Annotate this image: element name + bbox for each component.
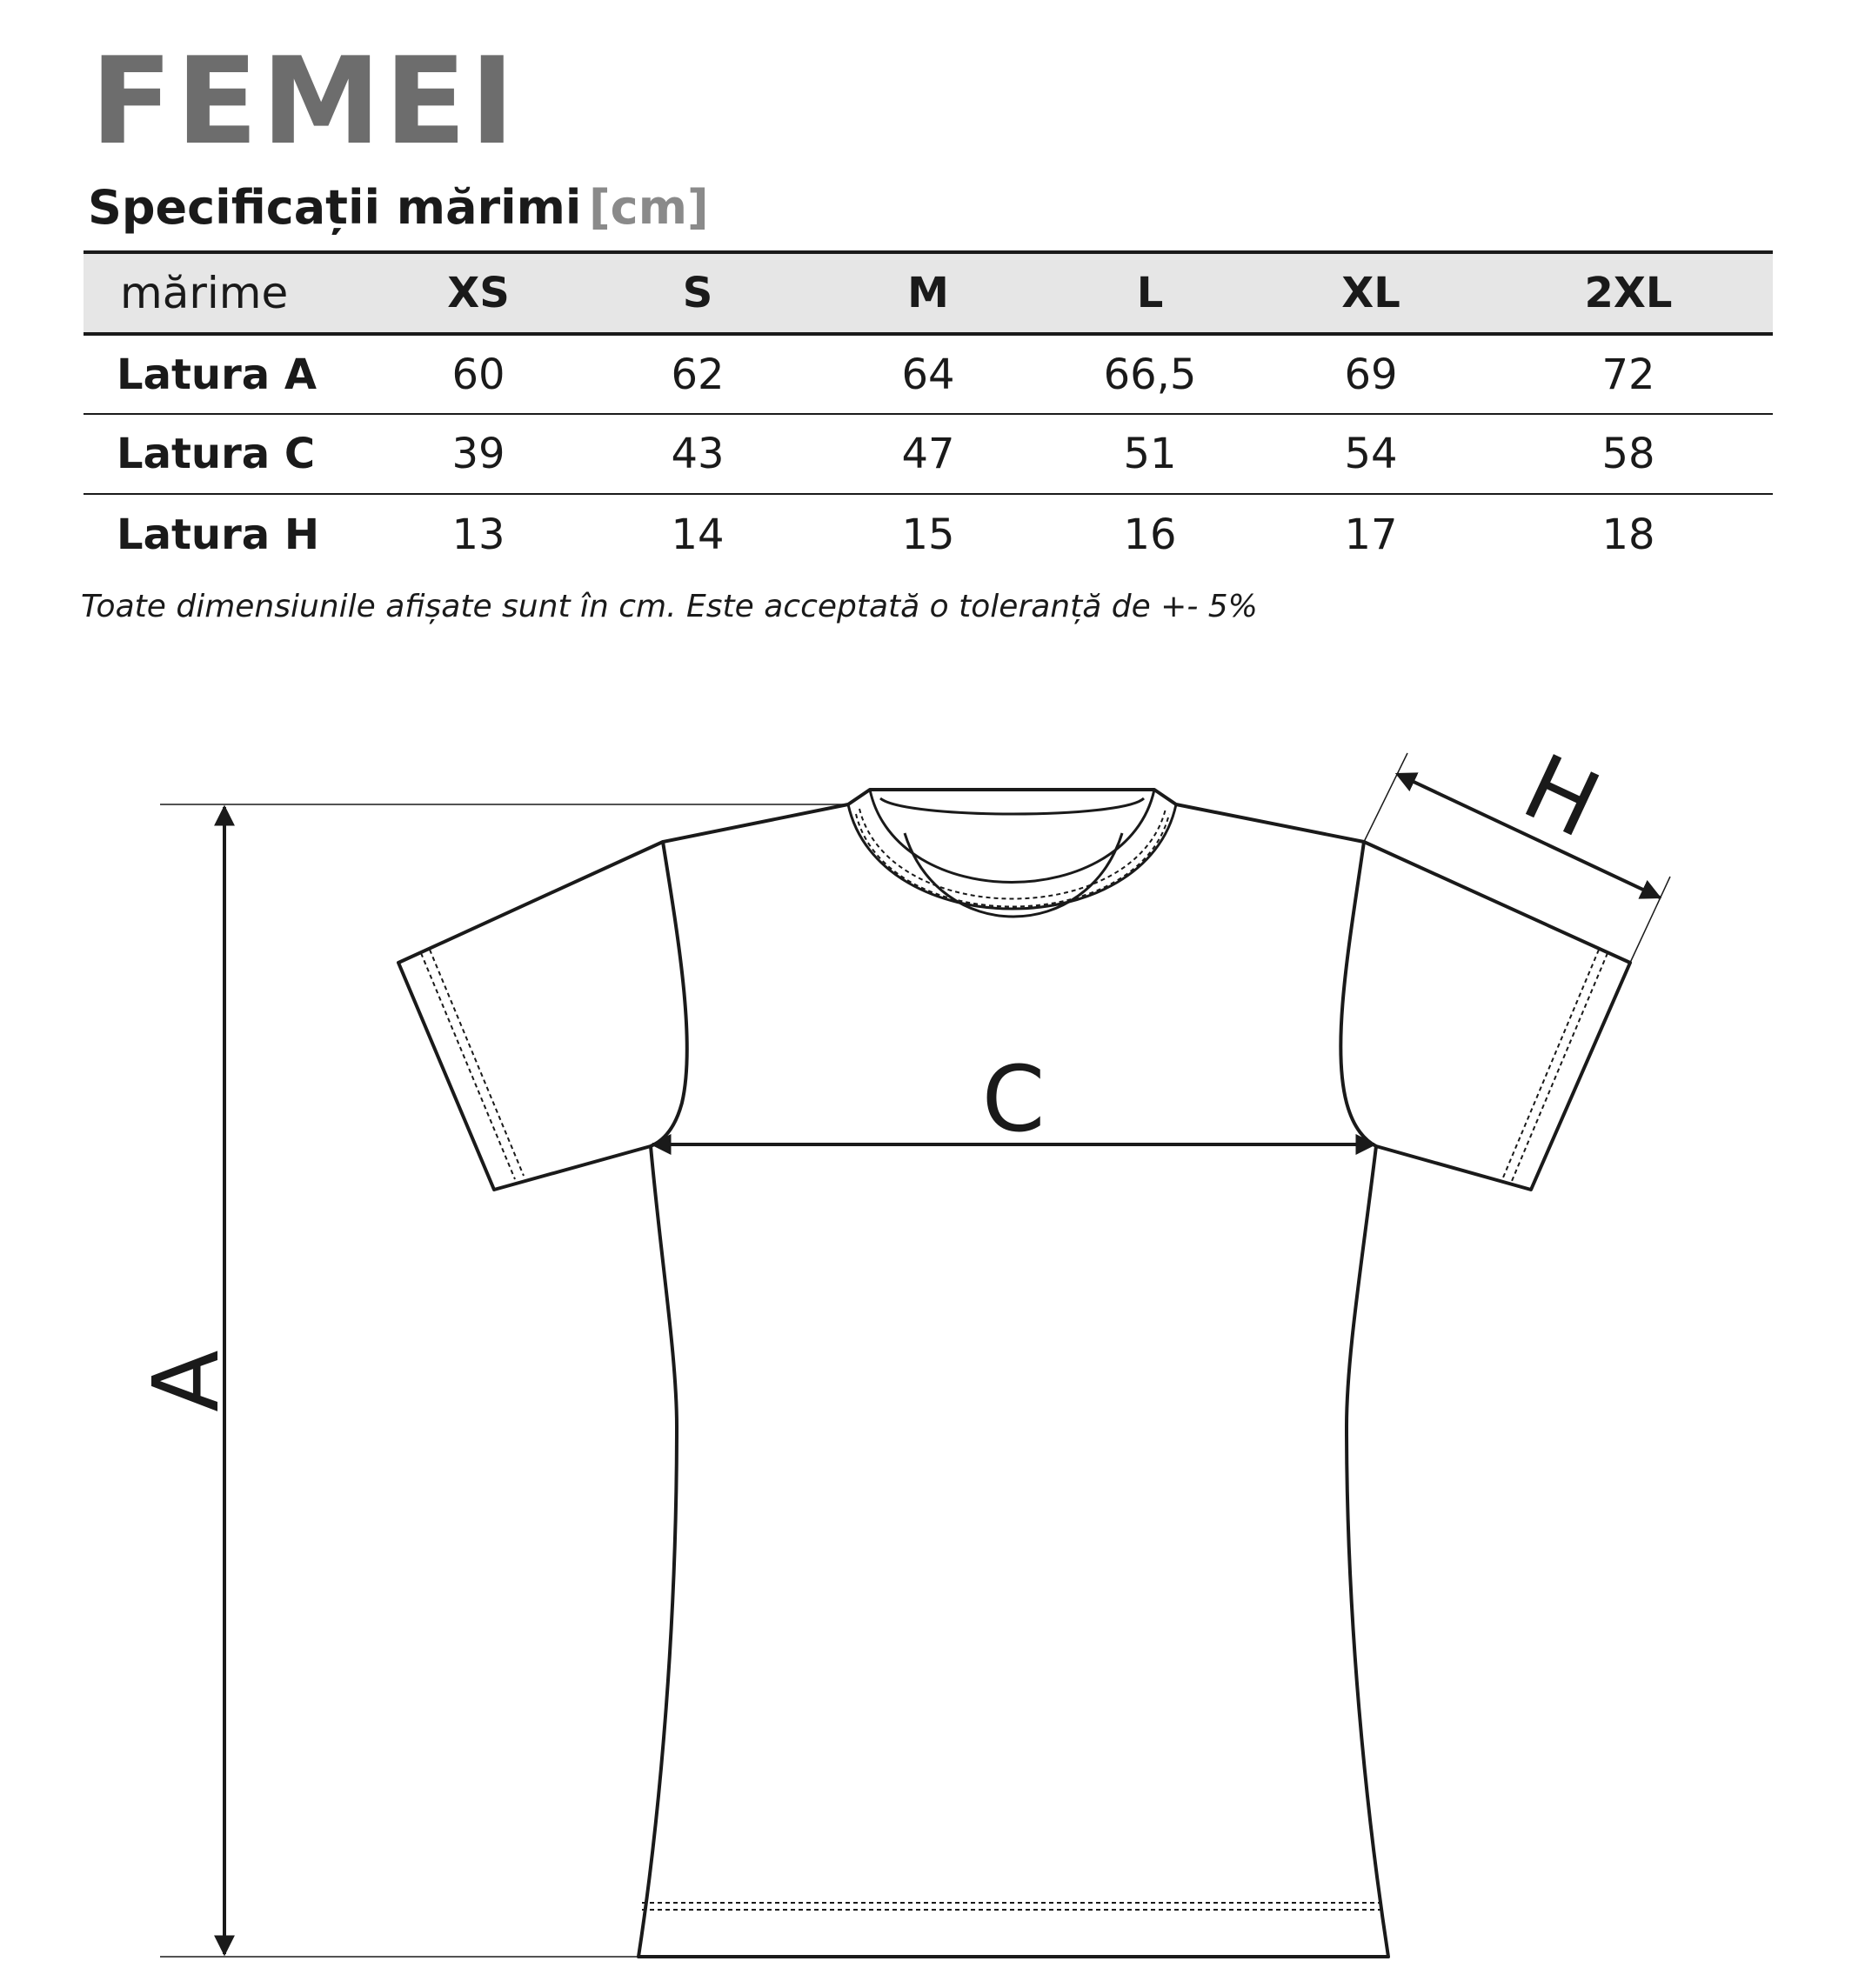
table-cell: 69	[1344, 350, 1398, 399]
tolerance-note: Toate dimensiunile afișate sunt în cm. Este acceptată o toleranță de +- 5%	[81, 589, 1258, 624]
stitching	[421, 809, 1608, 1910]
table-cell: 66,5	[1103, 350, 1197, 399]
page-title: FEMEI	[90, 31, 518, 171]
table-cell: 54	[1258, 414, 1484, 494]
dimension-h-extension	[1364, 753, 1407, 842]
column-header-2xl: 2XL	[1484, 252, 1773, 334]
table-cell: 15	[814, 494, 1042, 574]
table-cell: 13	[376, 494, 581, 574]
table-cell: 16	[1042, 494, 1258, 574]
tshirt-outline	[398, 790, 1630, 1957]
table-cell: 17	[1258, 494, 1484, 574]
table-cell: 51	[1042, 414, 1258, 494]
dimension-h-extension	[1630, 877, 1670, 963]
table-cell: 72	[1601, 350, 1655, 399]
table-cell: 64	[901, 350, 955, 399]
column-header-m: M	[814, 252, 1042, 334]
row-label: Latura C	[84, 414, 376, 494]
table-cell: 18	[1484, 494, 1773, 574]
column-header-size: mărime	[84, 252, 376, 334]
dimension-c-label: C	[981, 1046, 1046, 1152]
table-cell: 47	[814, 414, 1042, 494]
row-label: Latura A	[117, 350, 318, 399]
dimension-a-label: A	[133, 1350, 239, 1412]
table-cell: 14	[581, 494, 814, 574]
section-heading: Specificații mărimi	[88, 180, 582, 235]
dimension-h-label: H	[1507, 733, 1615, 859]
row-label: Latura H	[84, 494, 376, 574]
table-cell: 62	[671, 350, 725, 399]
table-cell: 58	[1484, 414, 1773, 494]
column-header-s: S	[581, 252, 814, 334]
table-cell: 60	[451, 350, 505, 399]
table-cell: 43	[581, 414, 814, 494]
column-header-l: L	[1042, 252, 1258, 334]
column-header-xs: XS	[376, 252, 581, 334]
column-header-xl: XL	[1258, 252, 1484, 334]
table-cell: 39	[376, 414, 581, 494]
unit-label: [cm]	[589, 180, 709, 235]
